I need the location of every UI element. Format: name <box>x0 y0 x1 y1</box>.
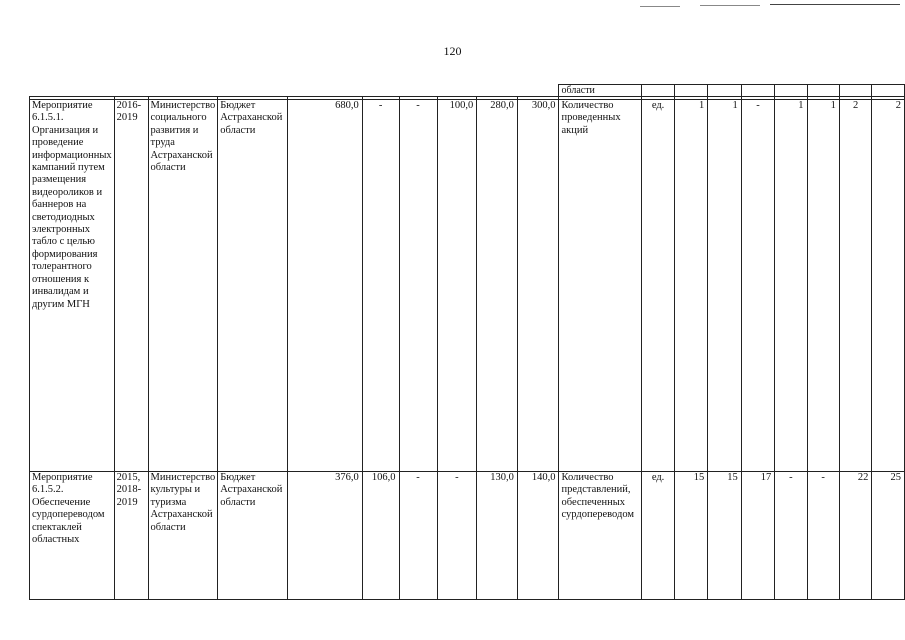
value-cell-2: 15 <box>708 472 741 600</box>
value-cell-5: - <box>807 472 839 600</box>
unit-cell: ед. <box>642 100 675 472</box>
total-cell: 680,0 <box>288 100 363 472</box>
source-cell: Бюджет Астраханской области <box>218 100 288 472</box>
value-cell-6: 2 <box>839 100 871 472</box>
value-cell-3: 17 <box>741 472 774 600</box>
table-row <box>30 100 905 472</box>
value-cell-1: 1 <box>674 100 707 472</box>
table-row <box>30 472 905 600</box>
value-cell-5: 1 <box>807 100 839 472</box>
unit-cell: ед. <box>642 472 675 600</box>
measure-cell: Мероприятие 6.1.5.1. Организация и проведение информационных кампаний путем размещения видеороликов и баннеров на светодиодных электронных табло с целью формирования толерантного отношения к инвалидам и другим МГН <box>30 100 115 472</box>
page-number: 120 <box>443 44 462 58</box>
measure-cell: Мероприятие 6.1.5.2. Обеспечение сурдопереводом спектаклей областных <box>30 472 115 600</box>
scan-artifact-line <box>770 4 900 5</box>
value-cell-7: 25 <box>872 472 905 600</box>
years-cell: 2016-2019 <box>114 100 148 472</box>
year-2018-cell: 130,0 <box>477 472 518 600</box>
table-header-fragment-row <box>30 85 905 97</box>
scan-artifact-line <box>700 5 760 6</box>
executor-cell: Министерство культуры и туризма Астраханской области <box>148 472 218 600</box>
program-measures-table <box>29 84 905 600</box>
year-2016-cell: - <box>399 100 437 472</box>
year-2017-cell: - <box>437 472 477 600</box>
value-cell-6: 22 <box>839 472 871 600</box>
value-cell-4: 1 <box>775 100 807 472</box>
year-2015-cell: - <box>362 100 399 472</box>
source-cell: Бюджет Астраханской области <box>218 472 288 600</box>
years-cell: 2015, 2018-2019 <box>114 472 148 600</box>
indicator-cell: Количество проведенных акций <box>559 100 642 472</box>
year-2018-cell: 280,0 <box>477 100 518 472</box>
indicator-cell: Количество представлений, обеспеченных сурдопереводом <box>559 472 642 600</box>
year-2016-cell: - <box>399 472 437 600</box>
year-2015-cell: 106,0 <box>362 472 399 600</box>
value-cell-1: 15 <box>674 472 707 600</box>
total-cell: 376,0 <box>288 472 363 600</box>
indicator-header-fragment: области <box>559 85 642 97</box>
value-cell-2: 1 <box>708 100 741 472</box>
year-2019-cell: 300,0 <box>517 100 559 472</box>
year-2019-cell: 140,0 <box>517 472 559 600</box>
value-cell-4: - <box>775 472 807 600</box>
value-cell-3: - <box>741 100 774 472</box>
year-2017-cell: 100,0 <box>437 100 477 472</box>
executor-cell: Министерство социального развития и труда Астраханской области <box>148 100 218 472</box>
value-cell-7: 2 <box>872 100 905 472</box>
scan-artifact-line <box>640 6 680 7</box>
